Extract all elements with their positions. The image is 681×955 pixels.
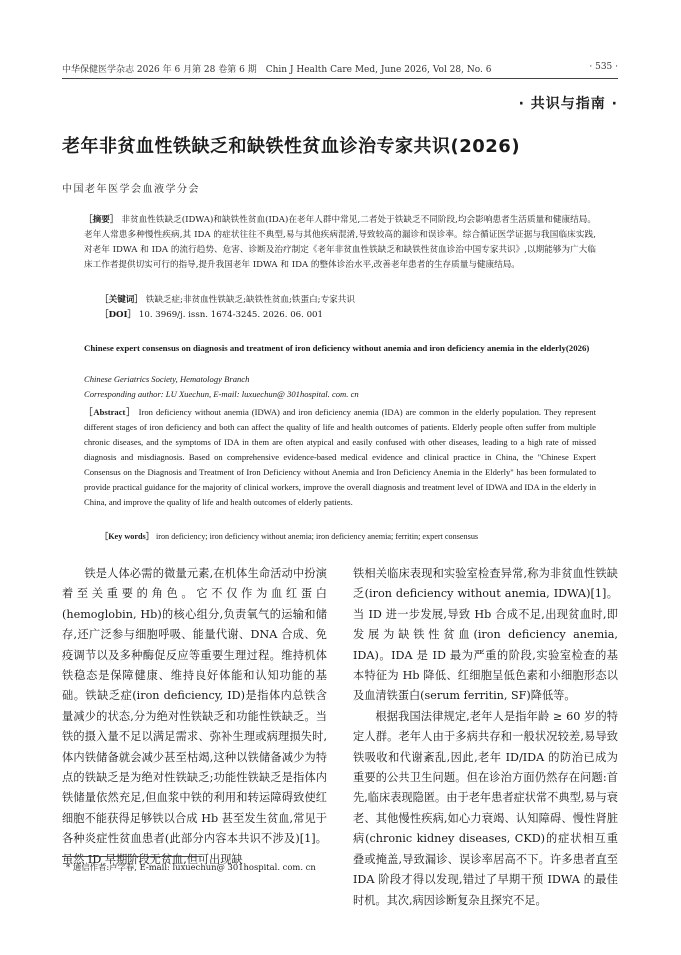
doi-line [100,308,596,320]
author-organization: 中国老年医学会血液学分会 [62,184,200,195]
body-paragraph: 铁是人体必需的微量元素,在机体生命活动中扮演着至关重要的角色。它不仅作为血红蛋白(hemoglobin, Hb)的核心组分,负责氧气的运输和储存,还广泛参与细胞呼吸、能量代谢、DNA 合成、免疫调节以及多种酶促反应等重要生理过程。维持机体铁稳态是保障健康、维持良好体能和认知功能的基础。铁缺乏症(iron deficiency, ID)是指体内总铁含量减少的状态,分为绝对性铁缺乏和功能性铁缺乏。当铁的摄入量不足以满足需求、弥补生理或病理损失时,体内铁储备就会减少甚至枯竭,这种以铁储备减少为特点的铁缺乏是为绝对性铁缺乏;功能性铁缺乏是指体内铁储量依然充足,但血浆中铁的利用和转运障碍致使红细胞不能获得足够铁以合成 Hb 甚至发生贫血,常见于各种炎症性贫血患者(此部分内容本共识不涉及)[1]。虽然 ID 早期阶段无贫血,但可出现缺 [62,567,327,866]
body-paragraph: 根据我国法律规定,老年人是指年龄 ≥ 60 岁的特定人群。老年人由于多病共存和一般状况较差,易导致铁吸收和代谢紊乱,因此,老年 ID/IDA 的防治已成为重要的公共卫生问题。但在诊治方面仍然存在问题:首先,临床表现隐匿。由于老年患者症状常不典型,易与衰老、其他慢性疾病,如心力衰竭、认知障碍、慢性肾脏病(chronic kidney diseases, CKD)的症状相互重叠或掩盖,导致漏诊、误诊率居高不下。许多患者直至 IDA 阶段才得以发现,错过了早期干预 IDWA 的最佳时机。其次,病因诊断复杂且探究不足。 [353,709,618,907]
section-tag: · 共识与指南 · [518,96,618,112]
chinese-keywords [100,293,596,305]
english-title: Chinese expert consensus on diagnosis and treatment of iron deficiency without anemia and iron deficiency anemia in the elderly(2026) [84,343,590,353]
header-divider [62,78,618,79]
english-keywords-label: ［Key words］ [100,532,154,541]
english-abstract [84,405,596,510]
corresponding-author: Corresponding author: LU Xuechun, E-mail: luxuechun@ 301hospital. com. cn [84,389,359,399]
doi-label: ［DOI］ [100,310,137,320]
keywords-label: ［关键词］ [100,295,143,305]
body-column-right [353,564,618,911]
abstract-text: 非贫血性铁缺乏(IDWA)和缺铁性贫血(IDA)在老年人群中常见,二者处于铁缺乏不同阶段,均会影响患者生活质量和健康结局。老年人常患多种慢性疾病,其 IDA 的症状往往不典型,易与其他疾病混淆,导致较高的漏诊和误诊率。综合循证医学证据与我国临床实践,对老年 IDWA 和 IDA 的流行趋势、危害、诊断及治疗制定《老年非贫血性铁缺乏和缺铁性贫血诊治中国专家共识》,以期能够为广大临床工作者提供切实可行的指导,提升我国老年 IDWA 和 IDA 的整体诊治水平,改善老年患者的生存质量与健康结局。 [84,215,596,270]
page-number: · 535 · [589,62,618,72]
body-paragraph: 铁相关临床表现和实验室检查异常,称为非贫血性铁缺乏(iron deficiency without anemia, IDWA)[1]。当 ID 进一步发展,导致 Hb 合成不足,出现贫血时,即发展为缺铁性贫血(iron deficiency anemia, IDA)。IDA 是 ID 最为严重的阶段,实验室检查的基本特征为 Hb 降低、红细胞呈低色素和小细胞形态以及血清铁蛋白(serum ferritin, SF)降低等。 [353,567,618,703]
footnote: * 通信作者:卢学春, E-mail: luxuechun@ 301hospital. com. cn [66,862,316,872]
running-header [62,62,618,78]
english-abstract-label: ［Abstract］ [84,407,136,417]
chinese-abstract [84,213,596,273]
english-keywords [100,531,596,542]
abstract-label: ［摘要］ [84,215,119,225]
english-author: Chinese Geriatrics Society, Hematology Branch [84,374,250,384]
english-abstract-text: Iron deficiency without anemia (IDWA) and iron deficiency anemia (IDA) are common in the elderly population. They represent different stages of iron deficiency and both can affect the quality of life and health outcomes of patients. Elderly people often suffer from multiple chronic diseases, and the symptoms of IDA in them are often atypical and easily confused with other diseases, leading to a high rate of missed diagnosis and misdiagnosis. Based on comprehensive evidence-based medical evidence and clinical practice in China, the "Chinese Expert Consensus on the Diagnosis and Treatment of Iron Deficiency without Anemia and Iron Deficiency Anemia in the Elderly" has been formulated to provide practical guidance for the majority of clinical workers, improve the overall diagnosis and treatment level of IDWA and IDA in the elderly in China, and improve the quality of life and health outcomes of elderly patients. [84,407,596,507]
doi-link[interactable]: 10. 3969/j. issn. 1674-3245. 2026. 06. 001 [138,310,323,320]
journal-citation: 中华保健医学杂志 2026 年 6 月第 28 卷第 6 期 Chin J Health Care Med, June 2026, Vol 28, No. 6 [62,65,492,75]
keywords-text: 铁缺乏症;非贫血性铁缺乏;缺铁性贫血;铁蛋白;专家共识 [145,295,355,305]
english-keywords-text: iron deficiency; iron deficiency without anemia; iron deficiency anemia; ferritin; expert consensus [155,532,479,541]
article-title: 老年非贫血性铁缺乏和缺铁性贫血诊治专家共识(2026) [62,136,521,157]
body-column-left [62,564,327,870]
footnote-divider [62,856,202,857]
